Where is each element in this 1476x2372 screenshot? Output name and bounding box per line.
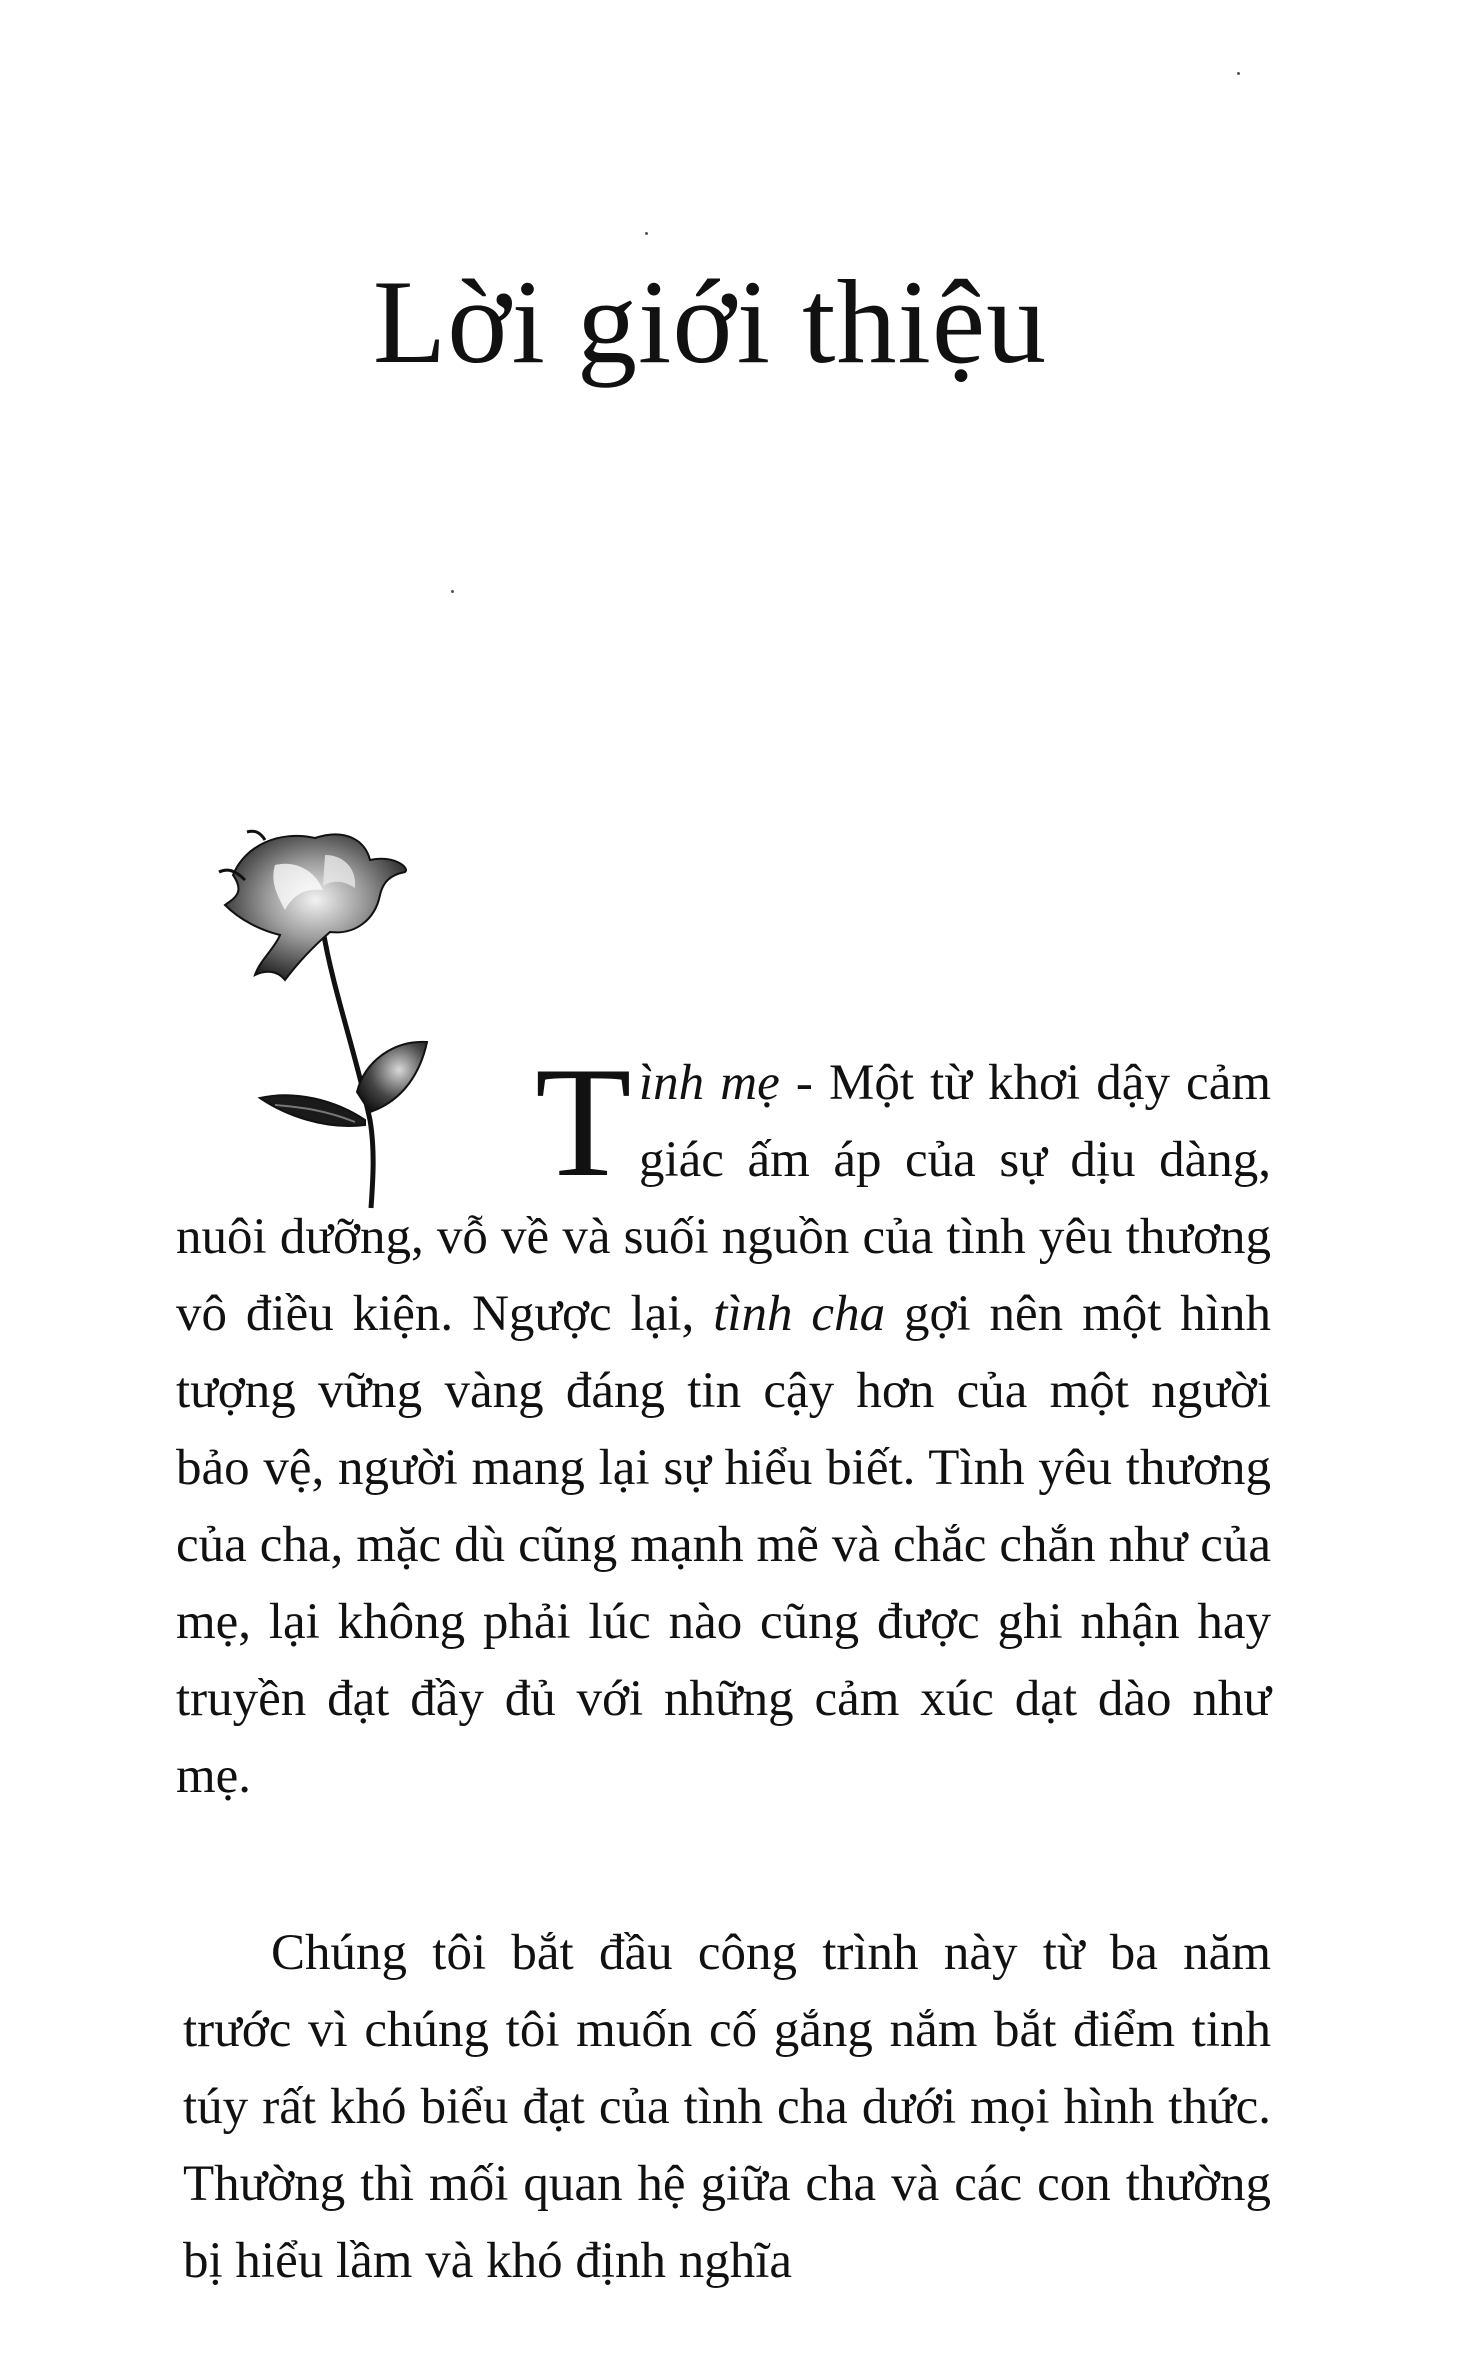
intro-paragraph-1 bbox=[176, 1035, 1272, 1815]
print-speck bbox=[645, 232, 648, 235]
print-speck bbox=[451, 590, 454, 593]
print-speck bbox=[1237, 72, 1240, 75]
paragraph-text: - Một từ khơi dậy cảm giác ấm áp của sự dịu dàng, nuôi dưỡng, vỗ về và suối nguồn của tình yêu thương vô điều kiện. Ngược lại, bbox=[176, 1055, 1272, 1342]
page-title: Lời giới thiệu bbox=[372, 255, 1048, 388]
drop-cap: T bbox=[535, 1035, 632, 1210]
paragraph-text: gợi nên một hình tượng vững vàng đáng tin cậy hơn của một người bảo vệ, người mang lại sự hiểu biết. Tình yêu thương của cha, mặc dù cũng mạnh mẽ và chắc chắn như của mẹ, lại không phải lúc nào cũng được ghi nhận hay truyền đạt đầy đủ với những cảm xúc dạt dào như mẹ. bbox=[176, 1286, 1271, 1804]
lead-italic-phrase: ình mẹ bbox=[639, 1055, 780, 1111]
intro-paragraph-2: Chúng tôi bắt đầu công trình này từ ba năm trước vì chúng tôi muốn cố gắng nắm bắt điểm tinh túy rất khó biểu đạt của tình cha dưới mọi hình thức. Thường thì mối quan hệ giữa cha và các con thường bị hiểu lầm và khó định nghĩa bbox=[183, 1925, 1271, 2289]
italic-phrase: tình cha bbox=[713, 1286, 886, 1342]
